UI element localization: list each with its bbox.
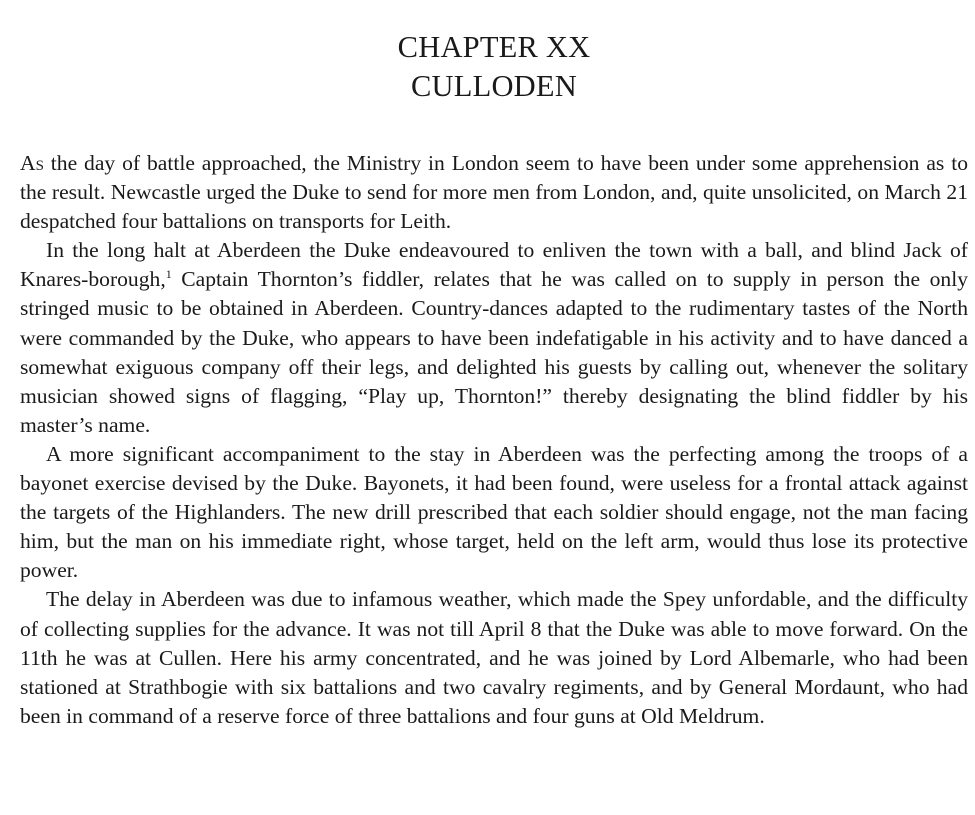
paragraph-1-lead-word: As xyxy=(20,151,44,175)
chapter-heading xyxy=(20,28,968,106)
chapter-title: CULLODEN xyxy=(411,69,577,103)
book-page xyxy=(20,28,968,731)
paragraph-3: A more significant accompaniment to the stay in Aberdeen was the perfecting among the troops of a bayonet exercise devised by the Duke. Bayonets, it had been found, were useless for a frontal attack against the targets of the Highlanders. The new drill prescribed that each soldier should engage, not the man facing him, but the man on his immediate right, whose target, held on the left arm, would thus lose its protective power. xyxy=(20,441,968,583)
paragraph-2-text-before-note: In the long halt at Aberdeen the Duke endeavoured to enliven the town with a ball, and blind Jack of Knares-borough, xyxy=(20,238,968,292)
paragraph-2-text-after-note: Captain Thornton’s fiddler, relates that he was called on to supply in person the only stringed music to be obtained in Aberdeen. Country-dances adapted to the rudimentary tastes of the North were commanded by the Duke, who appears to have been indefatigable in his activity and to have danced a somewhat exiguous company off their legs, and delighted his guests by calling out, whenever the solitary musician showed signs of flagging, “Play up, Thornton!” thereby designating the blind fiddler by his master’s name. xyxy=(20,267,968,437)
chapter-body xyxy=(20,149,968,731)
paragraph-4: The delay in Aberdeen was due to infamous weather, which made the Spey unfordable, and the difficulty of collecting supplies for the advance. It was not till April 8 that the Duke was able to move forward. On the 11th he was at Cullen. Here his army concentrated, and he was joined by Lord Albemarle, who had been stationed at Strathbogie with six battalions and two cavalry regiments, and by General Mordaunt, who had been in command of a reserve force of three battalions and four guns at Old Meldrum. xyxy=(20,587,968,728)
chapter-number: CHAPTER XX xyxy=(397,30,591,64)
paragraph-1 xyxy=(20,149,968,236)
paragraph-2 xyxy=(20,236,968,440)
footnote-marker[interactable]: 1 xyxy=(165,267,172,282)
paragraph-1-text: the day of battle approached, the Ministry in London seem to have been under some apprehension as to the result. Newcastle urged the Duke to send for more men from London, and, quite unsolicited, on March 21 despatched four battalions on transports for Leith. xyxy=(20,151,968,234)
